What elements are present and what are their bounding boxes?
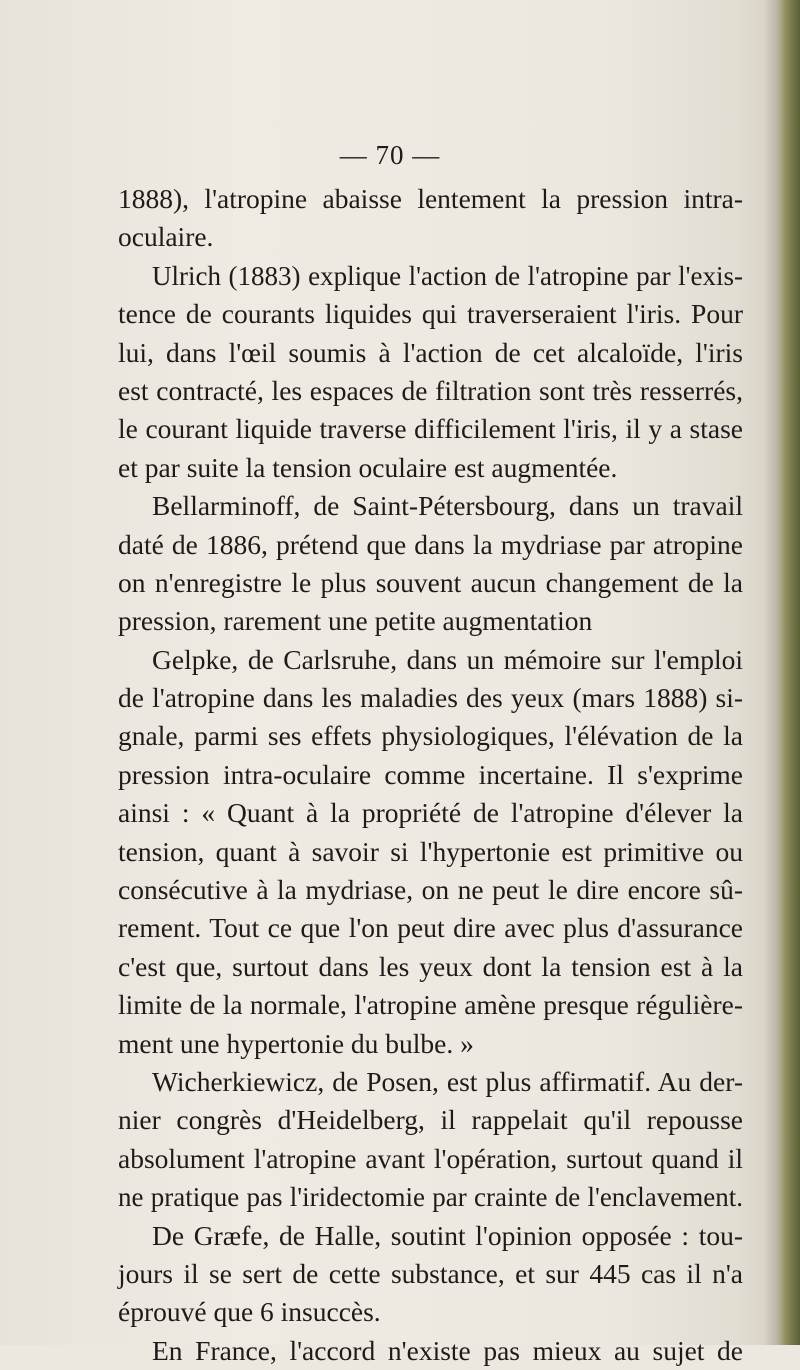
text-line: on n'enregistre le plus souvent aucun changement de la [118,566,743,598]
text-line: consécutive à la mydriase, on ne peut le dire encore sû- [118,874,743,906]
text-line: ne pratique pas l'iridectomie par crainte de l'enclavement. [118,1182,743,1213]
text-line: Bellarminoff, de Saint-Pétersbourg, dans un travail [152,490,743,522]
text-line: En France, l'accord n'existe pas mieux au sujet de [152,1334,743,1366]
text-line: daté de 1886, prétend que dans la mydriase par atropine [118,528,743,560]
text-line: lui, dans l'œil soumis à l'action de cet alcaloïde, l'iris [118,336,743,368]
text-line: ment une hypertonie du bulbe. » [118,1027,474,1059]
text-line: oculaire. [118,221,214,253]
text-line: rement. Tout ce que l'on peut dire avec plus d'assurance [118,912,743,944]
text-line: est contracté, les espaces de filtration sont très resserrés, [118,374,743,406]
text-line: Gelpke, de Carlsruhe, dans un mémoire sur l'emploi [152,643,743,675]
text-line: limite de la normale, l'atropine amène presque régulière- [118,989,743,1021]
text-line: nier congrès d'Heidelberg, il rappelait qu'il repousse [118,1104,743,1136]
page-number: — 70 — [339,140,441,170]
text-line: éprouvé que 6 insuccès. [118,1296,381,1328]
text-line: ainsi : « Quant à la propriété de l'atropine d'élever la [118,797,743,829]
text-line: absolument l'atropine avant l'opération, surtout quand il [118,1142,743,1174]
page-gutter-shadow [764,0,778,1345]
text-line: Wicherkiewicz, de Posen, est plus affirmatif. Au der- [152,1065,743,1097]
text-line: de l'atropine dans les maladies des yeux (mars 1888) si- [118,682,743,714]
text-line: Ulrich (1883) explique l'action de l'atropine par l'exis- [152,260,743,291]
text-line: le courant liquide traverse difficilement l'iris, il y a stase [118,413,743,445]
text-line: tension, quant à savoir si l'hypertonie est primitive ou [118,835,743,867]
text-line: De Græfe, de Halle, soutint l'opinion opposée : tou- [152,1219,743,1251]
text-line: c'est que, surtout dans les yeux dont la tension est à la [118,950,743,982]
text-line: 1888), l'atropine abaisse lentement la pression intra- [118,183,743,214]
text-line: jours il se sert de cette substance, et sur 445 cas il n'a [118,1257,743,1289]
book-spine-edge [778,0,800,1345]
text-line: et par suite la tension oculaire est augmentée. [118,451,618,483]
body-text [118,180,743,1370]
text-line: pression, rarement une petite augmentation [118,605,593,637]
text-line: pression intra-oculaire comme incertaine. Il s'exprime [118,758,743,790]
text-line: gnale, parmi ses effets physiologiques, l'élévation de la [118,720,743,752]
text-line: tence de courants liquides qui traverseraient l'iris. Pour [118,298,743,330]
